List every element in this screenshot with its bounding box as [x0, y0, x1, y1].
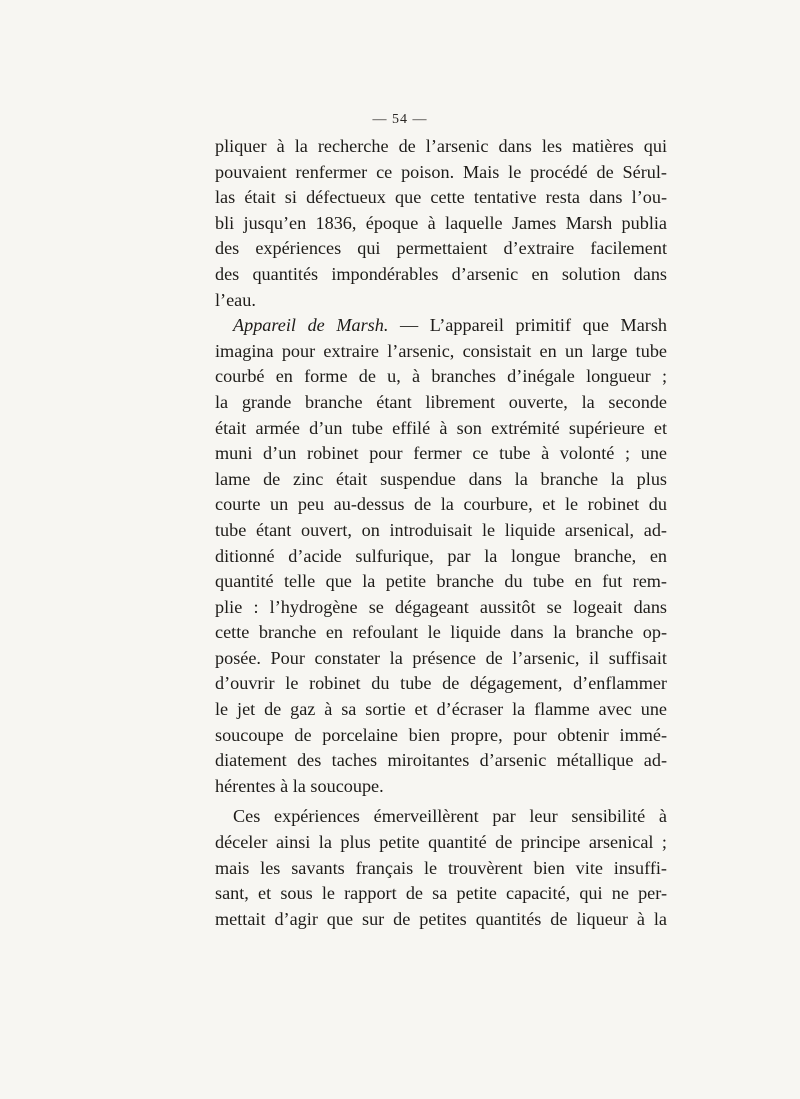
text-line: déceler ainsi la plus petite quantité de principe arsenical ; [215, 832, 667, 853]
text-line: mettait d’agir que sur de petites quantités de liqueur à la [215, 908, 667, 929]
text-line: l’eau. [215, 289, 256, 310]
text-line: diatement des taches miroitantes d’arsenic métallique ad- [215, 750, 667, 771]
text-line: bli jusqu’en 1836, époque à laquelle James Marsh publia [215, 212, 667, 233]
text-line: tube étant ouvert, on introduisait le liquide arsenical, ad- [215, 519, 667, 540]
text-run: — L’appareil primitif que Marsh [388, 315, 667, 336]
text-line: pliquer à la recherche de l’arsenic dans les matières qui [215, 136, 667, 156]
text-line: le jet de gaz à sa sortie et d’écraser la flamme avec une [215, 699, 667, 720]
paragraph-2 [215, 313, 667, 799]
text-line: muni d’un robinet pour fermer ce tube à volonté ; une [215, 443, 667, 464]
text-line: posée. Pour constater la présence de l’arsenic, il suffisait [215, 647, 667, 668]
page-number: — 54 — [372, 112, 428, 127]
text-line: courte un peu au-dessus de la courbure, et le robinet du [215, 494, 667, 515]
text-line: mais les savants français le trouvèrent bien vite insuffi- [215, 857, 667, 878]
text-line: sant, et sous le rapport de sa petite capacité, qui ne per- [215, 883, 667, 904]
text-line: imagina pour extraire l’arsenic, consistait en un large tube [215, 340, 667, 361]
text-line-first [215, 313, 667, 339]
text-line: lame de zinc était suspendue dans la branche la plus [215, 468, 667, 489]
section-heading-appareil-de-marsh: Appareil de Marsh. [233, 315, 389, 336]
text-line: courbé en forme de u, à branches d’inégale longueur ; [215, 366, 667, 387]
text-line: d’ouvrir le robinet du tube de dégagement, d’enflammer [215, 673, 667, 694]
text-line: était armée d’un tube effilé à son extrémité supérieure et [215, 417, 667, 438]
text-line: quantité telle que la petite branche du tube en fut rem- [215, 571, 667, 592]
text-line: des expériences qui permettaient d’extraire facilement [215, 238, 667, 259]
text-line: hérentes à la soucoupe. [215, 775, 384, 796]
body-text [215, 134, 667, 932]
text-line: pouvaient renfermer ce poison. Mais le procédé de Sérul- [215, 161, 667, 182]
text-line: cette branche en refoulant le liquide dans la branche op- [215, 622, 667, 643]
text-line: soucoupe de porcelaine bien propre, pour obtenir immé- [215, 724, 667, 745]
text-line-first: Ces expériences émerveillèrent par leur sensibilité à [233, 806, 667, 827]
paragraph-3 [215, 804, 667, 932]
paragraph-1 [215, 134, 667, 313]
text-line: des quantités impondérables d’arsenic en solution dans [215, 263, 667, 284]
text-line: las était si défectueux que cette tentative resta dans l’ou- [215, 187, 667, 208]
text-line: ditionné d’acide sulfurique, par la longue branche, en [215, 545, 667, 566]
text-line: plie : l’hydrogène se dégageant aussitôt se logeait dans [215, 596, 667, 617]
text-line: la grande branche étant librement ouverte, la seconde [215, 391, 667, 412]
